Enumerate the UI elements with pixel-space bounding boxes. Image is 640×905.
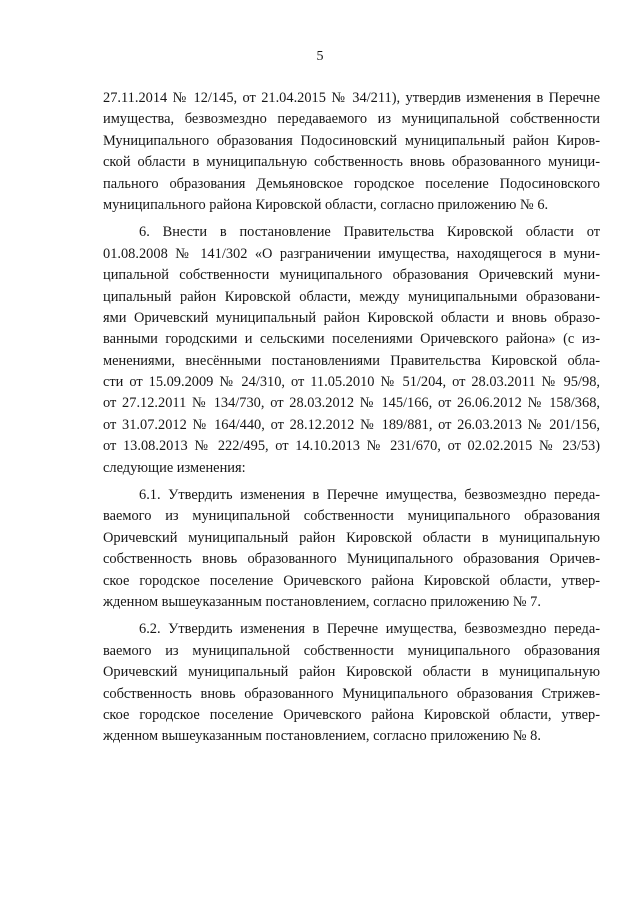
text-line: 6.1. Утвердить изменения в Перечне имущества, безвозмездно переда-: [139, 487, 600, 504]
text-line: собственность вновь образованного Муниципального образования Оричев-: [103, 551, 600, 568]
text-line: жденном вышеуказанным постановлением, согласно приложению № 7.: [103, 593, 541, 610]
text-line: Оричевский муниципальный район Кировской области в муниципальную: [103, 529, 600, 546]
text-line: муниципального района Кировской области, согласно приложению № 6.: [103, 196, 549, 213]
text-line: пального образования Демьяновское городское поселение Подосиновского: [103, 175, 600, 192]
text-line: ское городское поселение Оричевского района Кировской области, утвер-: [103, 572, 600, 589]
text-line: 01.08.2008 № 141/302 «О разграничении имущества, находящегося в муни-: [103, 245, 600, 262]
text-line: ципальной собственности муниципального образования Оричевский муни-: [103, 267, 600, 284]
text-line: ями Оричевский муниципальный район Кировской области и вновь образо-: [103, 309, 600, 326]
text-line: ципальный район Кировской области, между муниципальными образовани-: [103, 288, 600, 305]
text-line: от 13.08.2013 № 222/495, от 14.10.2013 № 231/670, от 02.02.2015 № 23/53): [103, 438, 600, 455]
paragraph-continuation: [103, 88, 600, 216]
text-line: следующие изменения:: [103, 459, 246, 476]
page-number: 5: [316, 49, 324, 64]
text-line: сти от 15.09.2009 № 24/310, от 11.05.2010 № 51/204, от 28.03.2011 № 95/98,: [103, 374, 600, 391]
paragraph-item-6: [103, 222, 600, 479]
text-line: от 31.07.2012 № 164/440, от 28.12.2012 № 189/881, от 26.03.2013 № 201/156,: [103, 416, 600, 433]
text-line: ваемого из муниципальной собственности муниципального образования: [103, 642, 600, 659]
text-line: ской области в муниципальную собственность вновь образованного муници-: [103, 154, 600, 171]
text-line: Оричевский муниципальный район Кировской области в муниципальную: [103, 664, 600, 681]
text-line: жденном вышеуказанным постановлением, согласно приложению № 8.: [103, 728, 541, 745]
text-line: собственность вновь образованного Муниципального образования Стрижев-: [103, 685, 600, 702]
text-line: имущества, безвозмездно передаваемого из муниципальной собственности: [103, 111, 600, 128]
paragraph-item-6-2: [103, 619, 600, 747]
document-body: [103, 88, 600, 748]
text-line: 6.2. Утвердить изменения в Перечне имущества, безвозмездно переда-: [139, 621, 600, 638]
paragraph-item-6-1: [103, 485, 600, 613]
text-line: 27.11.2014 № 12/145, от 21.04.2015 № 34/211), утвердив изменения в Перечне: [103, 90, 600, 106]
text-line: от 27.12.2011 № 134/730, от 28.03.2012 № 145/166, от 26.06.2012 № 158/368,: [103, 395, 600, 412]
text-line: ское городское поселение Оричевского района Кировской области, утвер-: [103, 706, 600, 723]
text-line: менениями, внесёнными постановлениями Правительства Кировской обла-: [103, 352, 600, 369]
text-line: Муниципального образования Подосиновский муниципальный район Киров-: [103, 132, 600, 149]
text-line: ваемого из муниципальной собственности муниципального образования: [103, 508, 600, 525]
text-line: 6. Внести в постановление Правительства Кировской области от: [139, 224, 600, 241]
text-line: ванными городскими и сельскими поселениями Оричевского района» (с из-: [103, 331, 600, 348]
